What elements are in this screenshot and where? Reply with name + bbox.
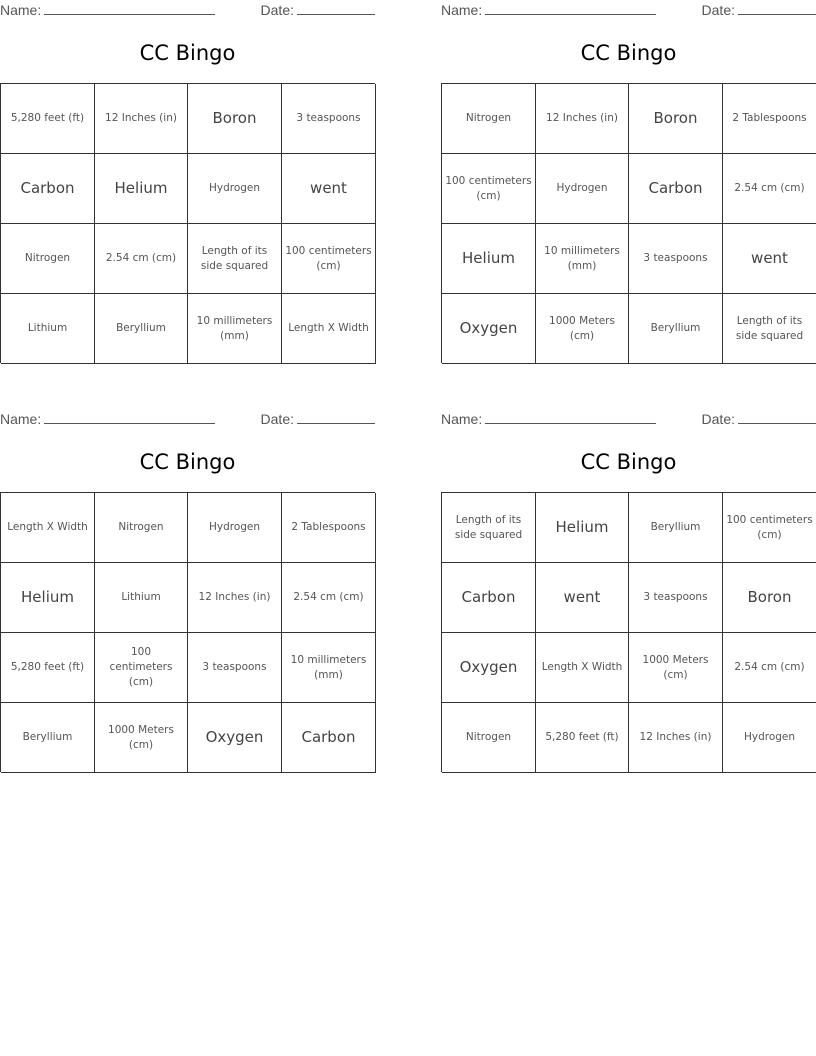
card-title: CC Bingo — [139, 450, 236, 474]
name-field[interactable] — [441, 411, 656, 427]
bingo-cell[interactable]: 2.54 cm (cm) — [723, 633, 816, 703]
bingo-cell[interactable]: 10 millimeters (mm) — [188, 294, 282, 364]
card-title: CC Bingo — [139, 41, 236, 65]
bingo-cell[interactable]: 10 millimeters (mm) — [282, 633, 376, 703]
bingo-cell[interactable]: Nitrogen — [442, 703, 536, 773]
bingo-cell[interactable]: Nitrogen — [95, 493, 188, 563]
bingo-cell[interactable]: went — [723, 224, 816, 294]
bingo-card-2 — [441, 0, 816, 342]
bingo-cell[interactable]: Length X Width — [282, 294, 376, 364]
bingo-cell[interactable]: Length of its side squared — [442, 493, 536, 563]
bingo-cell[interactable]: Lithium — [1, 294, 95, 364]
name-label: Name: — [441, 2, 483, 18]
card-header — [441, 0, 816, 22]
bingo-cell[interactable]: Beryllium — [629, 493, 723, 563]
bingo-cell[interactable]: 12 Inches (in) — [536, 84, 629, 154]
bingo-cell[interactable]: 2.54 cm (cm) — [95, 224, 188, 294]
bingo-cell[interactable]: Length of its side squared — [723, 294, 816, 364]
card-title: CC Bingo — [580, 41, 677, 65]
date-field[interactable] — [702, 2, 816, 18]
bingo-cell[interactable]: Carbon — [442, 563, 536, 633]
bingo-cell[interactable]: 100 centimeters (cm) — [95, 633, 188, 703]
name-blank-line[interactable] — [485, 411, 656, 424]
bingo-cell[interactable]: 10 millimeters (mm) — [536, 224, 629, 294]
date-blank-line[interactable] — [297, 2, 375, 15]
bingo-cell[interactable]: 5,280 feet (ft) — [1, 633, 95, 703]
bingo-cell[interactable]: 2 Tablespoons — [282, 493, 376, 563]
bingo-cell[interactable]: Helium — [1, 563, 95, 633]
name-blank-line[interactable] — [44, 411, 215, 424]
bingo-cell[interactable]: 100 centimeters (cm) — [723, 493, 816, 563]
bingo-cell[interactable]: 3 teaspoons — [629, 224, 723, 294]
bingo-cell[interactable]: Helium — [536, 493, 629, 563]
bingo-cell[interactable]: Helium — [442, 224, 536, 294]
card-title: CC Bingo — [580, 450, 677, 474]
bingo-cell[interactable]: 100 centimeters (cm) — [282, 224, 376, 294]
bingo-cell[interactable]: 5,280 feet (ft) — [1, 84, 95, 154]
bingo-cell[interactable]: went — [282, 154, 376, 224]
bingo-grid — [441, 83, 816, 363]
bingo-cell[interactable]: Carbon — [1, 154, 95, 224]
date-label: Date: — [260, 411, 294, 427]
bingo-cell[interactable]: 3 teaspoons — [188, 633, 282, 703]
bingo-cell[interactable]: Beryllium — [629, 294, 723, 364]
name-blank-line[interactable] — [485, 2, 656, 15]
bingo-grid — [0, 492, 375, 772]
date-label: Date: — [260, 2, 294, 18]
bingo-cell[interactable]: Hydrogen — [188, 493, 282, 563]
bingo-cell[interactable]: Hydrogen — [536, 154, 629, 224]
bingo-card-1 — [0, 0, 375, 342]
bingo-cell[interactable]: 1000 Meters (cm) — [536, 294, 629, 364]
date-blank-line[interactable] — [297, 411, 375, 424]
bingo-cell[interactable]: Hydrogen — [723, 703, 816, 773]
date-blank-line[interactable] — [738, 411, 816, 424]
bingo-cell[interactable]: Oxygen — [442, 633, 536, 703]
bingo-cell[interactable]: 3 teaspoons — [282, 84, 376, 154]
bingo-cell[interactable]: Nitrogen — [1, 224, 95, 294]
bingo-cell[interactable]: Hydrogen — [188, 154, 282, 224]
name-blank-line[interactable] — [44, 2, 215, 15]
bingo-card-3 — [0, 409, 375, 751]
bingo-cell[interactable]: Boron — [629, 84, 723, 154]
card-header — [441, 409, 816, 431]
bingo-cell[interactable]: Length of its side squared — [188, 224, 282, 294]
bingo-cell[interactable]: 5,280 feet (ft) — [536, 703, 629, 773]
bingo-card-4 — [441, 409, 816, 743]
bingo-cell[interactable]: Boron — [723, 563, 816, 633]
name-field[interactable] — [0, 411, 215, 427]
name-field[interactable] — [0, 2, 215, 18]
bingo-cell[interactable]: 3 teaspoons — [629, 563, 723, 633]
bingo-cell[interactable]: Oxygen — [188, 703, 282, 773]
name-field[interactable] — [441, 2, 656, 18]
bingo-cell[interactable]: 2.54 cm (cm) — [282, 563, 376, 633]
bingo-cell[interactable]: Length X Width — [1, 493, 95, 563]
bingo-cell[interactable]: Carbon — [282, 703, 376, 773]
bingo-grid — [441, 492, 816, 772]
bingo-cell[interactable]: Oxygen — [442, 294, 536, 364]
bingo-cell[interactable]: 1000 Meters (cm) — [95, 703, 188, 773]
card-header — [0, 0, 375, 22]
bingo-cell[interactable]: Lithium — [95, 563, 188, 633]
date-field[interactable] — [261, 2, 375, 18]
bingo-cell[interactable]: 100 centimeters (cm) — [442, 154, 536, 224]
bingo-cell[interactable]: Beryllium — [1, 703, 95, 773]
name-label: Name: — [441, 411, 483, 427]
bingo-cell[interactable]: 2.54 cm (cm) — [723, 154, 816, 224]
bingo-cell[interactable]: Boron — [188, 84, 282, 154]
date-field[interactable] — [702, 411, 816, 427]
date-blank-line[interactable] — [738, 2, 816, 15]
bingo-cell[interactable]: 2 Tablespoons — [723, 84, 816, 154]
date-field[interactable] — [261, 411, 375, 427]
bingo-cell[interactable]: Beryllium — [95, 294, 188, 364]
date-label: Date: — [701, 411, 735, 427]
date-label: Date: — [701, 2, 735, 18]
bingo-cell[interactable]: Carbon — [629, 154, 723, 224]
card-header — [0, 409, 375, 431]
name-label: Name: — [0, 2, 42, 18]
bingo-cell[interactable]: Length X Width — [536, 633, 629, 703]
bingo-cell[interactable]: 12 Inches (in) — [188, 563, 282, 633]
bingo-grid — [0, 83, 375, 363]
bingo-cell[interactable]: Nitrogen — [442, 84, 536, 154]
bingo-cell[interactable]: 1000 Meters (cm) — [629, 633, 723, 703]
bingo-cell[interactable]: 12 Inches (in) — [95, 84, 188, 154]
bingo-cell[interactable]: Helium — [95, 154, 188, 224]
bingo-cell[interactable]: 12 Inches (in) — [629, 703, 723, 773]
name-label: Name: — [0, 411, 42, 427]
bingo-cell[interactable]: went — [536, 563, 629, 633]
